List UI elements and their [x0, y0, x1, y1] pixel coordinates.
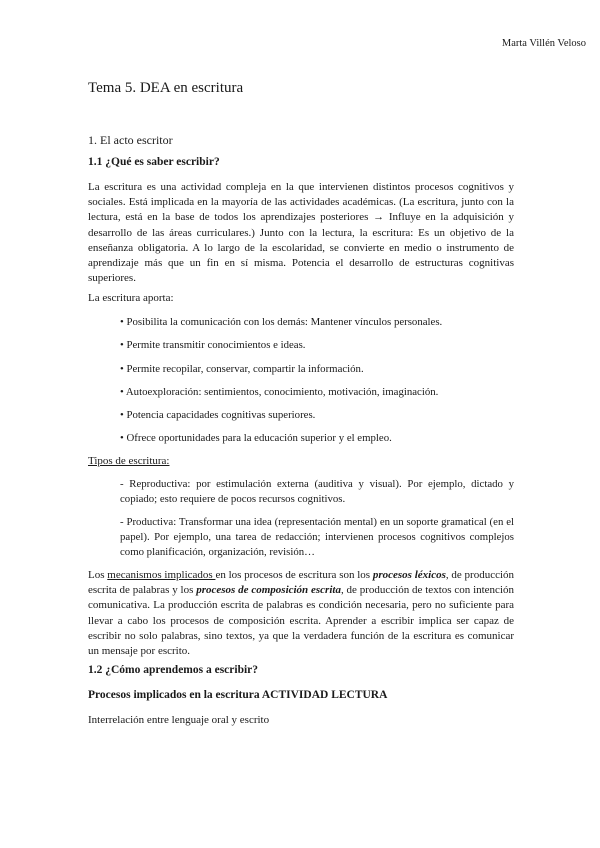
- bold-italic-term: procesos de composición escrita: [196, 584, 341, 597]
- intro-paragraph: La escritura es una actividad compleja en la que intervienen distintos procesos cognitivos y sociales. Está implicada en la mayoría de las actividades académicas. (La escritura, junto con la lectura, está en la base de todos los aprendizajes posteriores → Influye en la adquisición y desarrollo de las áreas curriculares.) Junto con la lectura, la escritura: Es un objetivo de la enseñanza obligatoria. A lo largo de la escolaridad, se convierte en medio o instrumento de aprendizaje más que un fin en sí misma. Potencia el desarrollo de estructuras cognitivas superiores.: [88, 181, 514, 285]
- interrelation-line: Interrelación entre lenguaje oral y escrito: [88, 714, 270, 726]
- section-heading: 1. El acto escritor: [88, 133, 173, 147]
- subsection-heading-1-2: 1.2 ¿Cómo aprendemos a escribir?: [88, 664, 259, 676]
- list-item: • Posibilita la comunicación con los demás: Mantener vínculos personales.: [120, 316, 443, 328]
- list-item: • Permite transmitir conocimientos e ideas.: [120, 339, 306, 352]
- text-run: , de producción de textos con intención comunicativa. La producción escrita de palabras es condición necesaria, pero no suficiente para llevar a cabo los procesos de composición escrita. Aprender a escribir implica ser capaz de escribir no solo palabras, sino textos, ya que la verdadera función de la escritura es comunicar un mensaje por escrito.: [88, 584, 514, 658]
- text-run: Los: [88, 569, 108, 581]
- list-item: • Permite recopilar, conservar, compartir la información.: [120, 362, 364, 375]
- bullet-list: [120, 316, 520, 456]
- list-item: • Ofrece oportunidades para la educación superior y el empleo.: [120, 432, 392, 445]
- bold-italic-term: procesos léxicos: [372, 569, 446, 581]
- list-item: • Autoexploración: sentimientos, conocimiento, motivación, imaginación.: [120, 385, 439, 398]
- author-name: Marta Villén Veloso: [501, 38, 586, 49]
- page-title: Tema 5. DEA en escritura: [88, 80, 244, 96]
- mecanismos-paragraph: [88, 568, 514, 659]
- processes-heading: Procesos implicados en la escritura ACTIVIDAD LECTURA: [88, 689, 388, 701]
- underlined-term: mecanismos implicados: [107, 569, 216, 581]
- subsection-heading-1-1: 1.1 ¿Qué es saber escribir?: [88, 156, 220, 168]
- tipos-label: Tipos de escritura:: [88, 455, 170, 467]
- aporta-label: La escritura aporta:: [88, 292, 174, 304]
- tipo-reproductiva: - Reproductiva: por estimulación externa (auditiva y visual). Por ejemplo, dictado y copiado; esto requiere de pocos recursos cognitivos.: [120, 478, 514, 505]
- text-run: , de producción escrita de palabras y los: [88, 569, 515, 597]
- text-run: en los procesos de escritura son los: [215, 569, 373, 581]
- tipo-productiva: - Productiva: Transformar una idea (representación mental) en un soporte gramatical (en el papel). Por ejemplo, una tarea de redacción; intervienen procesos cognitivos complejos como planificación, organización, revisión…: [120, 516, 514, 558]
- list-item: • Potencia capacidades cognitivas superiores.: [120, 409, 316, 422]
